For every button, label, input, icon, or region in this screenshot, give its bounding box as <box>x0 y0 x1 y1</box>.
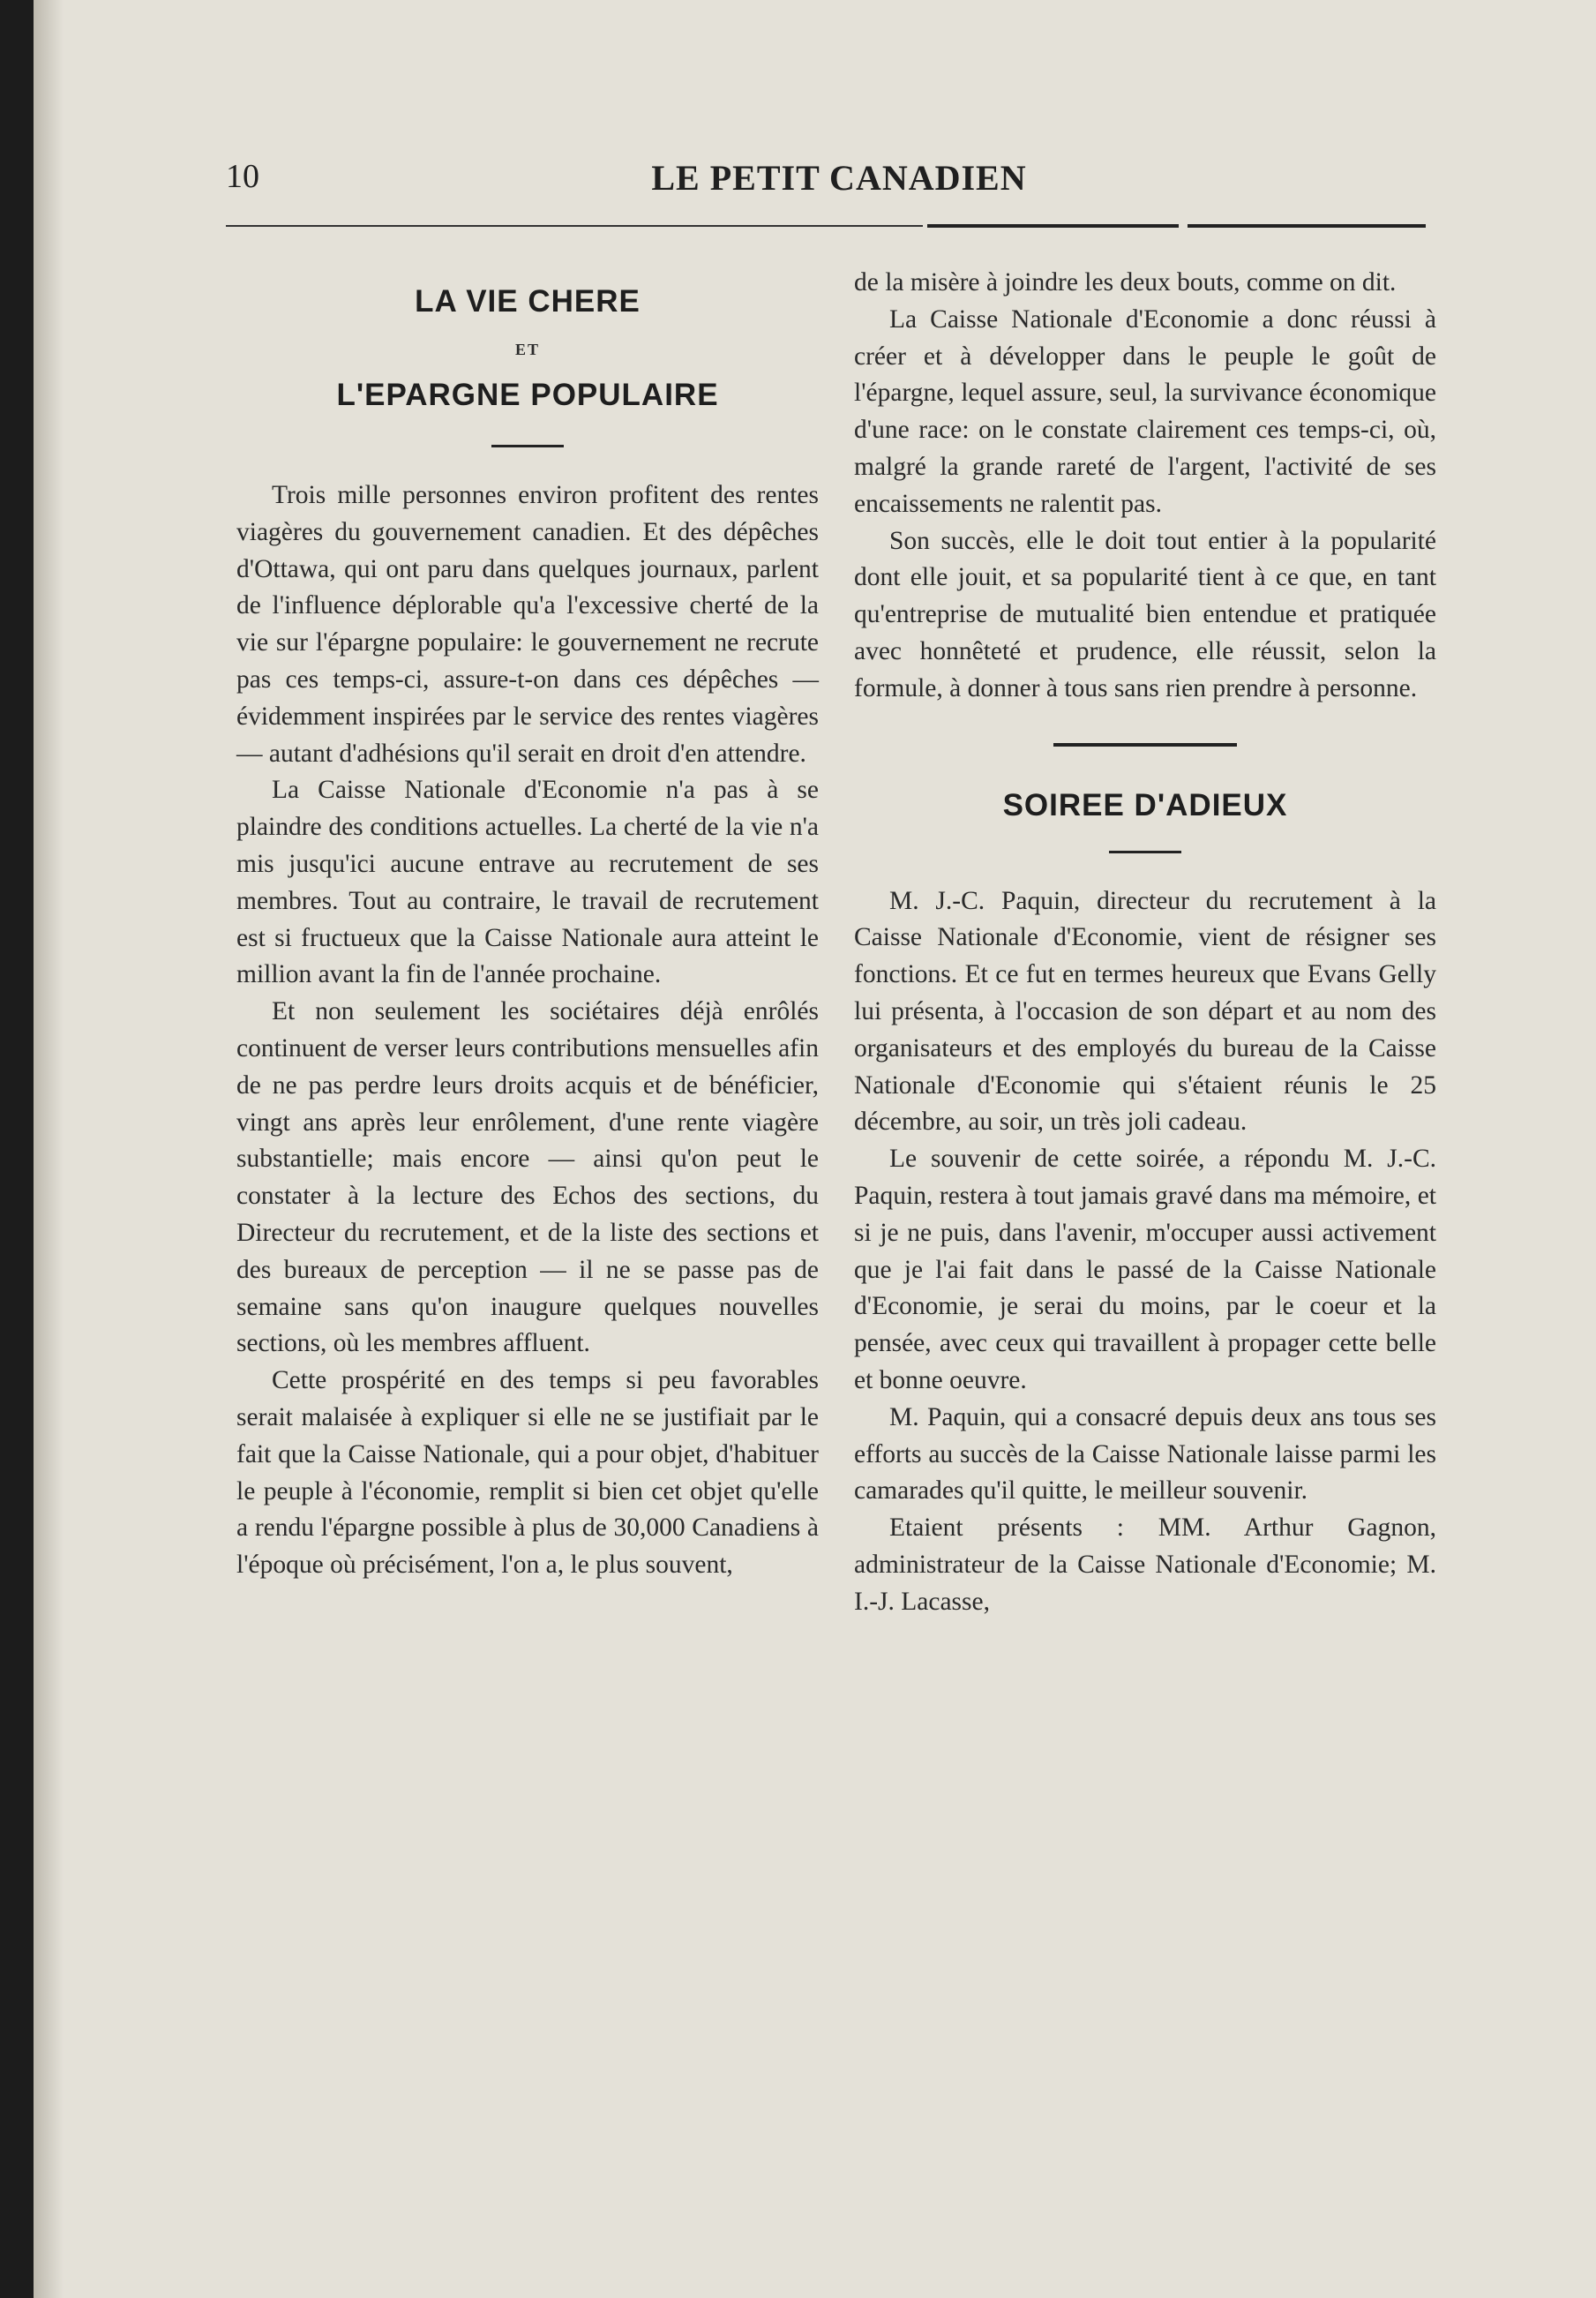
article-paragraph: Et non seulement les sociétaires déjà enrôlés continuent de verser leurs contributions mensuelles afin de ne pas perdre leurs droits acquis et de bénéficier, vingt ans après leur enrôlement, d'une rente viagère substantielle; mais encore — ainsi qu'on peut le constater à la lecture des Echos des sections, du Directeur du recrutement, et de la liste des sections et des bureaux de perception — il ne se passe pas de semaine sans qu'on inaugure quelques nouvelles sections, où les membres affluent. <box>236 997 819 1358</box>
article-paragraph: M. Paquin, qui a consacré depuis deux ans tous ses efforts au succès de la Caisse Nationale laisse parmi les camarades qu'il quitte, le meilleur souvenir. <box>854 1402 1436 1506</box>
article-paragraph: Son succès, elle le doit tout entier à la popularité dont elle jouit, et sa popularité tient à ce que, en tant qu'entreprise de mutualité bien entendue et pratiquée avec honnêteté et prudence, elle réussit, selon la formule, à donner à tous sans rien prendre à personne. <box>854 526 1436 702</box>
article-paragraph: Etaient présents : MM. Arthur Gagnon, administrateur de la Caisse Nationale d'Economie; M. I.-J. Lacasse, <box>854 1513 1436 1616</box>
article-paragraph: La Caisse Nationale d'Economie n'a pas à se plaindre des conditions actuelles. La cherté de la vie n'a mis jusqu'ici aucune entrave au recrutement de ses membres. Tout au contraire, le travail de recrutement est si fructueux que la Caisse Nationale aura atteint le million avant la fin de l'année prochaine. <box>236 776 819 989</box>
article-paragraph: Trois mille personnes environ profitent des rentes viagères du gouvernement canadien. Et des dépêches d'Ottawa, qui ont paru dans quelques journaux, parlent de l'influence déplorable qu'a l'excessive cherté de la vie sur l'épargne populaire: le gouvernement ne recrute pas ces temps-ci, assure-t-on dans ces dépêches — évidemment inspirées par le service des rentes viagères — autant d'adhésions qu'il serait en droit d'en attendre. <box>236 481 819 768</box>
article-paragraph: La Caisse Nationale d'Economie a donc réussi à créer et à développer dans le peuple le goût de l'épargne, lequel assure, seul, la survivance économique d'une race: on le constate clairement ces temps-ci, où, malgré la grande rareté de l'argent, l'activité de ses encaissements ne ralentit pas. <box>854 304 1436 518</box>
column-right <box>854 265 1436 1621</box>
header-rule-thick <box>927 224 1179 228</box>
page-header <box>226 157 1452 207</box>
article-subtitle: L'EPARGNE POPULAIRE <box>336 378 719 412</box>
article-paragraph-continued: de la misère à joindre les deux bouts, comme on dit. <box>854 268 1397 297</box>
header-rule-thin <box>226 225 923 227</box>
section-divider <box>1053 743 1237 747</box>
page-number: 10 <box>226 158 259 195</box>
masthead-title: LE PETIT CANADIEN <box>651 158 1027 198</box>
title-divider <box>1109 851 1181 853</box>
newspaper-page <box>34 0 1596 2298</box>
page-edge-shadow <box>34 0 64 2298</box>
column-left <box>236 265 819 1584</box>
article-paragraph: M. J.-C. Paquin, directeur du recrutement à la Caisse Nationale d'Economie, vient de résigner ses fonctions. Et ce fut en termes heureux que Evans Gelly lui présenta, à l'occasion de son départ et au nom des organisateurs et des employés du bureau de la Caisse Nationale d'Economie qui s'étaient réunis le 25 décembre, au soir, un très joli cadeau. <box>854 886 1436 1137</box>
title-connector: ET <box>514 341 540 358</box>
article-title: SOIREE D'ADIEUX <box>1002 787 1288 822</box>
title-divider <box>491 445 564 447</box>
article-title: LA VIE CHERE <box>415 284 641 319</box>
header-rule-thick <box>1188 224 1426 228</box>
header-rule <box>226 222 1452 228</box>
article-paragraph: Le souvenir de cette soirée, a répondu M. J.-C. Paquin, restera à tout jamais gravé dans ma mémoire, et si je ne puis, dans l'avenir, m'occuper aussi activement que je l'ai fait dans le passé de la Caisse Nationale d'Economie, je serai du moins, par le coeur et la pensée, avec ceux qui travaillent à propager cette belle et bonne oeuvre. <box>854 1145 1436 1394</box>
article-paragraph: Cette prospérité en des temps si peu favorables serait malaisée à expliquer si elle ne se justifiait par le fait que la Caisse Nationale, qui a pour objet, d'habituer le peuple à l'économie, remplit si bien cet objet qu'elle a rendu l'épargne possible à plus de 30,000 Canadiens à l'époque où précisément, l'on a, le plus souvent, <box>236 1366 819 1580</box>
